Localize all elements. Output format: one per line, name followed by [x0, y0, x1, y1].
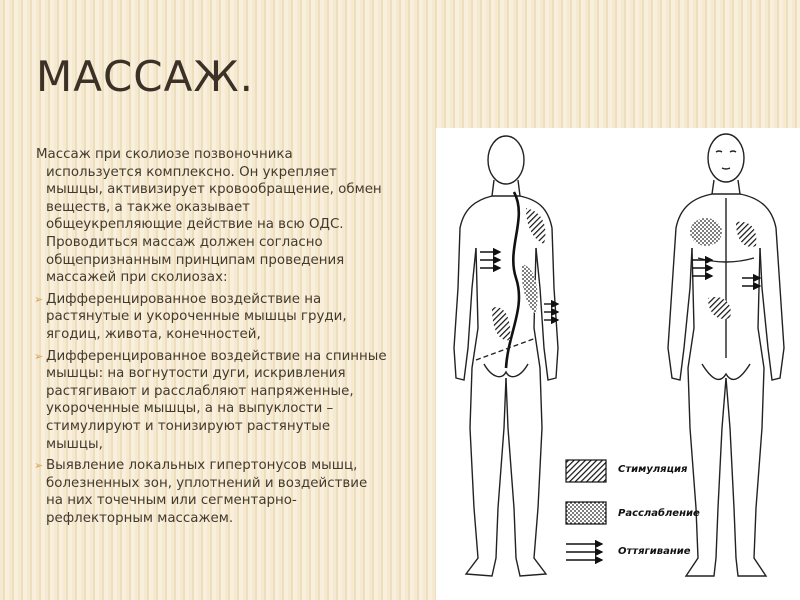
bullet-text: Дифференцированное воздействие на растянутые и укороченные мышцы груди, ягодиц, живота, конечностей, — [46, 291, 347, 342]
front-stimulation-zone-abdomen — [708, 297, 731, 319]
legend-stimulation-swatch — [566, 460, 606, 482]
orange-arrow-bullet-icon: ➢ — [34, 459, 44, 473]
legend-stretching-label: Оттягивание — [618, 546, 691, 557]
front-relaxation-zone — [690, 218, 722, 246]
massage-diagram — [436, 128, 800, 600]
bullet-text: Дифференцированное воздействие на спинные мышцы: на вогнутости дуги, искривления растягивают и расслабляют напряженные, укороченные мышцы, а на выпуклости – стимулируют и тонизируют растянутые мышцы, — [46, 348, 387, 452]
bullet-text: Выявление локальных гипертонусов мышц, болезненных зон, уплотнений и воздействие на них точечным или сегментарно-рефлекторным массажем. — [46, 458, 368, 526]
legend-relaxation-swatch — [566, 502, 606, 524]
orange-arrow-bullet-icon: ➢ — [34, 292, 44, 306]
back-view-figure — [454, 136, 558, 576]
back-stimulation-zone — [526, 208, 545, 244]
legend-stretch-arrows — [566, 544, 602, 560]
bullet-item — [36, 348, 388, 454]
bullet-list — [36, 291, 388, 528]
bullet-item — [36, 457, 388, 527]
front-stimulation-zone — [736, 222, 756, 247]
intro-paragraph: Массаж при сколиозе позвоночника используется комплексно. Он укрепляет мышцы, активизирует кровообращение, обмен веществ, а также оказывает общеукрепляющие действие на всю ОДС. Проводиться массаж должен согласно общепризнанным принципам проведения массажей при сколиозах: — [36, 147, 382, 286]
slide-title: МАССАЖ. — [36, 52, 254, 101]
bullet-item — [36, 291, 388, 344]
back-stimulation-zone-lower — [492, 307, 510, 340]
legend-stimulation-label: Стимуляция — [618, 464, 688, 475]
body-figures-illustration — [436, 128, 800, 600]
legend-relaxation-label: Расслабление — [618, 508, 700, 519]
orange-arrow-bullet-icon: ➢ — [34, 349, 44, 363]
body-text — [36, 146, 388, 531]
